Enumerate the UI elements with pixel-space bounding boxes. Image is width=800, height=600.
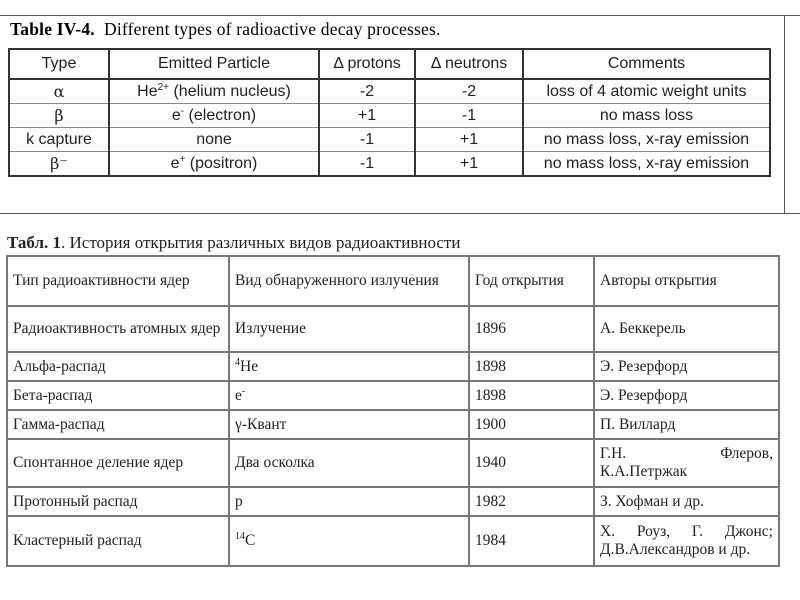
delta-protons-cell: -1 (319, 128, 415, 152)
particle-symbol: e (171, 106, 181, 124)
emission-text: p (235, 492, 243, 510)
radioactivity-type-cell: Протонный распад (7, 487, 229, 516)
radioactivity-type-cell: Кластерный распад (7, 516, 229, 566)
emission-text: e (235, 386, 242, 404)
delta-neutrons-cell: -1 (415, 104, 523, 128)
top-rule (0, 15, 800, 16)
middle-rule (0, 213, 800, 214)
table-row (9, 128, 770, 152)
table-row (9, 79, 770, 104)
radioactivity-type-cell: Альфа-распад (7, 352, 229, 381)
emission-cell (229, 410, 469, 439)
table-2-label: Табл. 1 (7, 233, 62, 252)
table-2-header-row (7, 256, 779, 306)
header-emitted-particle: Emitted Particle (109, 49, 319, 79)
table-row (9, 104, 770, 128)
particle-symbol: He (137, 82, 158, 100)
emission-text: γ-Квант (235, 415, 287, 433)
year-cell: 1898 (469, 381, 594, 410)
header-authors: Авторы открытия (594, 256, 779, 306)
particle-cell (109, 152, 319, 177)
delta-protons-cell: -2 (319, 79, 415, 104)
particle-charge: + (179, 153, 186, 165)
particle-cell (109, 79, 319, 104)
header-radioactivity-type: Тип радиоактивности ядер (7, 256, 229, 306)
table-row (9, 152, 770, 177)
header-year: Год открытия (469, 256, 594, 306)
particle-symbol: none (196, 130, 232, 148)
authors-cell: Х. Роуз, Г. Джонс; Д.В.Александров и др. (594, 516, 779, 566)
table-1-header-row (9, 49, 770, 79)
emission-cell (229, 381, 469, 410)
authors-cell: Г.Н. Флеров, К.А.Петржак (594, 439, 779, 487)
header-delta-protons: Δ protons (319, 49, 415, 79)
charge-sign: - (241, 385, 246, 397)
table-2-title (7, 233, 460, 253)
emission-cell (229, 516, 469, 566)
emission-cell (229, 306, 469, 352)
table-row (7, 306, 779, 352)
radioactivity-type-cell: Радиоактивность атомных ядер (7, 306, 229, 352)
comment-cell: loss of 4 atomic weight units (523, 79, 770, 104)
radioactivity-type-cell: Бета-распад (7, 381, 229, 410)
comment-cell: no mass loss, x-ray emission (523, 152, 770, 177)
table-1-title (10, 19, 441, 40)
table-1-label: Table IV-4. (10, 19, 95, 39)
table-row (7, 352, 779, 381)
mass-number: 4 (235, 356, 240, 368)
comment-cell: no mass loss (523, 104, 770, 128)
particle-symbol: e (170, 154, 180, 172)
header-emission: Вид обнаруженного излучения (229, 256, 469, 306)
emission-cell (229, 487, 469, 516)
decay-type-cell: β⁻ (9, 152, 109, 177)
delta-protons-cell: -1 (319, 152, 415, 177)
table-1-caption: Different types of radioactive decay processes. (104, 19, 441, 39)
authors-cell: П. Виллард (594, 410, 779, 439)
delta-neutrons-cell: -2 (415, 79, 523, 104)
decay-type-cell: α (9, 79, 109, 104)
emission-text: Два осколка (235, 454, 315, 471)
table-row (7, 381, 779, 410)
table-row (7, 516, 779, 566)
header-type: Type (9, 49, 109, 79)
emission-text: He (240, 357, 259, 375)
year-cell: 1984 (469, 516, 594, 566)
radioactivity-type-cell: Гамма-распад (7, 410, 229, 439)
year-cell: 1896 (469, 306, 594, 352)
emission-text: Излучение (235, 320, 306, 337)
decay-type-cell: k capture (9, 128, 109, 152)
header-comments: Comments (523, 49, 770, 79)
radioactivity-history-table (6, 255, 780, 567)
decay-types-table (8, 48, 771, 177)
particle-cell (109, 128, 319, 152)
table-row (7, 439, 779, 487)
decay-type-cell: β (9, 104, 109, 128)
emission-text: C (245, 532, 256, 549)
particle-description: (positron) (185, 154, 258, 172)
year-cell: 1898 (469, 352, 594, 381)
particle-description: (electron) (184, 106, 257, 124)
year-cell: 1940 (469, 439, 594, 487)
table-row (7, 410, 779, 439)
header-delta-neutrons: Δ neutrons (415, 49, 523, 79)
particle-cell (109, 104, 319, 128)
authors-cell: А. Беккерель (594, 306, 779, 352)
mass-number: 14 (235, 531, 245, 542)
year-cell: 1982 (469, 487, 594, 516)
delta-protons-cell: +1 (319, 104, 415, 128)
delta-neutrons-cell: +1 (415, 128, 523, 152)
delta-neutrons-cell: +1 (415, 152, 523, 177)
table-row (7, 487, 779, 516)
authors-cell: Э. Резерфорд (594, 352, 779, 381)
emission-cell (229, 439, 469, 487)
particle-charge: 2+ (157, 81, 170, 93)
comment-cell: no mass loss, x-ray emission (523, 128, 770, 152)
table-2-caption: . История открытия различных видов радиоактивности (61, 233, 461, 252)
authors-cell: З. Хофман и др. (594, 487, 779, 516)
emission-cell (229, 352, 469, 381)
year-cell: 1900 (469, 410, 594, 439)
particle-charge: - (180, 105, 185, 117)
right-rule (784, 15, 785, 213)
particle-description: (helium nucleus) (169, 82, 291, 100)
radioactivity-type-cell: Спонтанное деление ядер (7, 439, 229, 487)
authors-cell: Э. Резерфорд (594, 381, 779, 410)
